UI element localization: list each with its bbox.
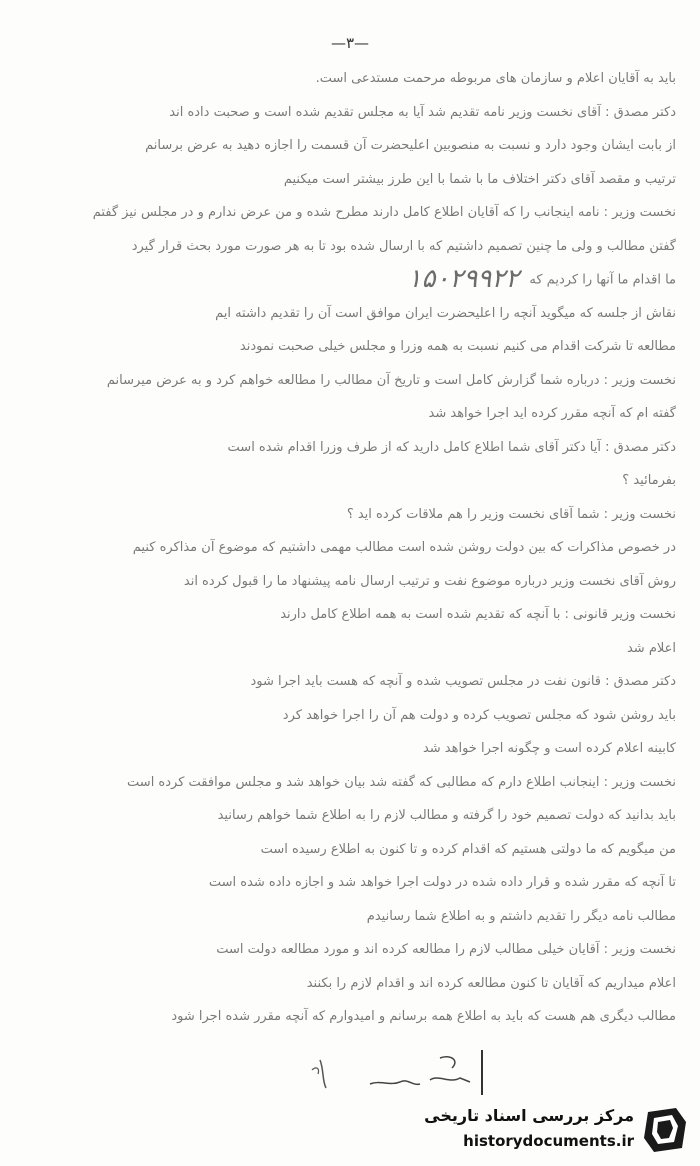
page-number: —۳— bbox=[330, 34, 370, 52]
text-line: دکتر مصدق : قانون نفت در مجلس تصویب شده و آنچه که هست باید اجرا شود bbox=[250, 674, 676, 689]
text-line: مطالب دیگری هم هست که باید به اطلاع همه برسانم و امیدوارم که آنچه مقرر شده اجرا شود bbox=[171, 1009, 676, 1024]
text-line: دکتر مصدق : آقای نخست وزیر نامه تقدیم شد آیا به مجلس تقدیم شده است و صحبت داده اند bbox=[169, 104, 676, 120]
text-line: کابینه اعلام کرده است و چگونه اجرا خواهد شد bbox=[422, 741, 676, 756]
text-line: نخست وزیر قانونی : با آنچه که تقدیم شده است به همه اطلاع کامل دارند bbox=[280, 607, 676, 622]
text-line: نخست وزیر : شما آقای نخست وزیر را هم ملاقات کرده اید ؟ bbox=[346, 506, 676, 522]
text-line: در خصوص مذاکرات که بین دولت روشن شده است مطالب مهمی داشتیم که موضوع آن مذاکره کنیم bbox=[132, 540, 676, 555]
archive-footer bbox=[398, 1100, 688, 1160]
text-line: روش آقای نخست وزیر درباره موضوع نفت و ترتیب ارسال نامه پیشنهاد ما را قبول کرده اند bbox=[183, 573, 676, 589]
text-line: باید روشن شود که مجلس تصویب کرده و دولت هم آن را اجرا خواهد کرد bbox=[282, 707, 676, 723]
text-line: باید به آقایان اعلام و سازمان های مربوطه مرحمت مستدعی است. bbox=[315, 71, 676, 86]
text-line: گفته ام که آنچه مقرر کرده اید اجرا خواهد شد bbox=[428, 406, 676, 421]
text-line: اعلام شد bbox=[626, 640, 676, 656]
text-line: دکتر مصدق : آیا دکتر آقای شما اطلاع کامل دارید که از طرف وزرا اقدام شده است bbox=[227, 439, 676, 455]
handwritten-number: ۱۵۰۲۹۹۲۲ bbox=[407, 264, 520, 294]
document-body bbox=[32, 62, 676, 1034]
text-line: ترتیب و مقصد آقای دکتر اختلاف ما با شما با این طرز بیشتر است میکنیم bbox=[283, 171, 676, 187]
archive-center-title: مرکز بررسی اسناد تاریخی bbox=[424, 1106, 634, 1125]
archive-website-link[interactable]: historydocuments.ir bbox=[463, 1132, 634, 1150]
text-line: مطالب نامه دیگر را تقدیم داشتم و به اطلاع شما رسانیدم bbox=[366, 908, 676, 924]
text-line: ما اقدام ما آنها را کردیم که bbox=[529, 272, 676, 288]
text-line: گفتن مطالب و ولی ما چنین تصمیم داشتیم که با ارسال شده بود تا به هر صورت مورد بحث قرار گیرد bbox=[131, 238, 676, 254]
text-line: من میگویم که ما دولتی هستیم که اقدام کرده و تا کنون به اطلاع رسیده است bbox=[260, 841, 676, 857]
text-line: اعلام میداریم که آقایان تا کنون مطالعه کرده اند و اقدام لازم را بکنند bbox=[306, 975, 676, 991]
signature-scribble bbox=[300, 1040, 500, 1100]
text-line: نخست وزیر : نامه اینجانب را که آقایان اطلاع کامل دارند مطرح شده و من عرض ندارم و در مجلس نیز گفتم bbox=[92, 205, 676, 220]
archive-logo-icon bbox=[642, 1104, 688, 1154]
text-line: مطالعه تا شرکت اقدام می کنیم نسبت به همه وزرا و مجلس خیلی صحبت نمودند bbox=[239, 339, 676, 354]
text-line: باید بدانید که دولت تصمیم خود را گرفته و مطالب لازم را به اطلاع شما خواهم رسانید bbox=[217, 808, 676, 823]
text-line: نخست وزیر : درباره شما گزارش کامل است و تاریخ آن مطالب را مطالعه خواهم کرد و به عرض میرسانم bbox=[106, 372, 676, 388]
text-line: نخست وزیر : اینجانب اطلاع دارم که مطالبی که گفته شد بیان خواهد شد و مجلس موافقت کرده است bbox=[127, 774, 676, 790]
text-line: نقاش از جلسه که میگوید آنچه را اعلیحضرت ایران موافق است آن را تقدیم داشته ایم bbox=[215, 305, 676, 321]
text-line: بفرمائید ؟ bbox=[622, 473, 676, 488]
text-line: تا آنچه که مقرر شده و قرار داده شده در دولت اجرا خواهد شد و اجازه داده شده است bbox=[208, 875, 676, 890]
text-line: نخست وزیر : آقایان خیلی مطالب لازم را مطالعه کرده اند و مورد مطالعه دولت است bbox=[216, 942, 676, 957]
text-line: از بابت ایشان وجود دارد و نسبت به منصوبین اعلیحضرت آن قسمت را اجازه دهید به عرض برسانم bbox=[145, 138, 676, 153]
text-line-with-stamp bbox=[32, 263, 676, 297]
